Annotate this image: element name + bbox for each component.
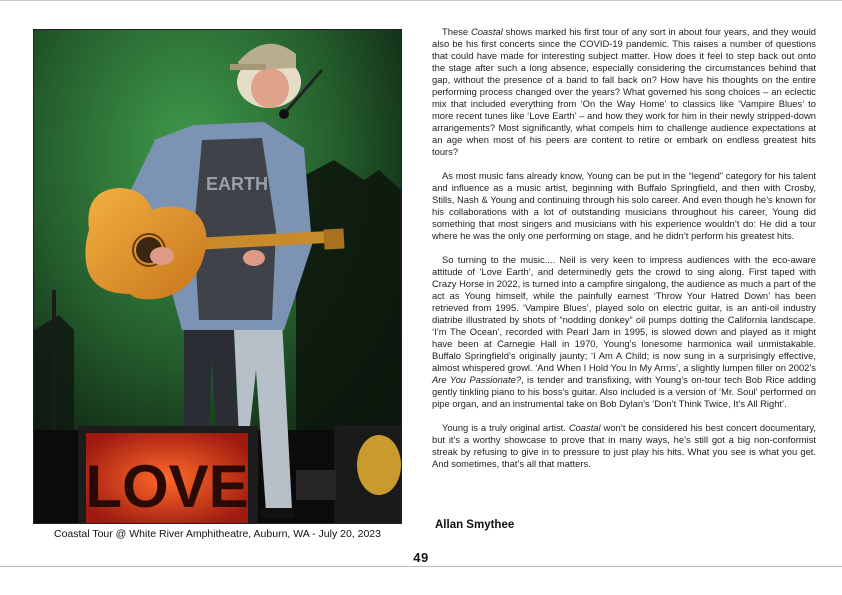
concert-photo — [33, 29, 402, 524]
article-paragraph — [432, 422, 816, 470]
italic-title: Coastal — [568, 422, 601, 433]
top-rule — [0, 0, 842, 1]
paragraph-text: won’t be considered his best concert documentary, but it’s a worthy showcase to prove that in many ways, he’s still got a big non-conformist streak by refusing to give in to pressure to just play his hits. What you see is what you get. And sometimes, that’s all that matters. — [432, 422, 817, 469]
article-paragraph — [432, 26, 816, 158]
author-byline: Allan Smythee — [435, 519, 515, 531]
paragraph-text: These — [442, 26, 471, 37]
paragraph-text: shows marked his first tour of any sort in about four years, and they would also be his first concerts since the COVID-19 pandemic. This raises a number of questions that could have made for interesting subject matter. How does it feel to step back out onto the stage after such a long absence, especially considering the circumstances behind that gap, without the presence of a band to fall back on? How have his thoughts on the entire performing process changed over the years? What governed his song choices – an eclectic mix that included everything from ‘On the Way Home’ to classics like ‘Vampire Blues’ to more recent tunes like ‘Love Earth’ – and how they work for him in their newly stripped-down arrangements? Most significantly, what compels him to challenge audience expectations at an age when most of his peers are content to retire or embark on endless greatest hits tours? — [432, 26, 816, 157]
article-body — [432, 26, 816, 470]
italic-title: Coastal — [470, 26, 503, 37]
paragraph-text: Young is a truly original artist. — [442, 422, 569, 433]
page-number: 49 — [413, 550, 429, 565]
love-sign: LOVE — [85, 453, 249, 520]
paragraph-text: , is tender and transfixing, with Young’s on-tour tech Bob Rice adding gently tinkling piano to his boss’s guitar. Also included is a version of ‘Mr. Soul’ performed on pipe organ, and an instrumental take on Bob Dylan’s ‘Don’t Think Twice, It’s All Right’. — [432, 374, 816, 409]
article-paragraph — [432, 254, 816, 410]
article-paragraph — [432, 170, 816, 242]
bottom-rule — [0, 566, 842, 567]
paragraph-text: As most music fans already know, Young can be put in the “legend” category for his talent and influence as a music artist, beginning with Buffalo Springfield, and then with Crosby, Stills, Nash & Young and continuing through his solo career. And even though he’s known for his collaborations with a lot of outstanding musicians throughout his career, Young did something that most singers and musicians with his experience wouldn’t do: He did a tour where he was the only one performing on stage, and he didn’t perform his greatest hits. — [432, 170, 816, 241]
paragraph-text: So turning to the music.... Neil is very keen to impress audiences with the eco-aware attitude of ‘Love Earth’, and determinedly gets the crowd to sing along. First taped with Crazy Horse in 2022, is turned into a campfire singalong, the audience as much a part of the act as Young himself, while the painfully earnest ‘Throw Your Hatred Down’ has been retrieved from 1995. ‘Vampire Blues’, played solo on electric guitar, is an anti-oil industry diatribe illustrated by shots of “nodding donkey” oil pumps dotting the California landscape. ‘I’m The Ocean’, recorded with Pearl Jam in 1995, is slowed down and played as it might have been at Carnegie Hall in 1970, Young’s lonesome harmonica wail unmistakable. Buffalo Springfield’s originally jaunty; ‘I Am A Child; is now sung in a surprisingly effective, almost whispered growl. ‘And When I Hold You In My Arms’, a slightly lumpen filler on 2002’s — [432, 254, 816, 373]
shirt-print: EARTH — [206, 174, 268, 194]
italic-title: Are You Passionate? — [432, 374, 522, 385]
photo-caption: Coastal Tour @ White River Amphitheatre, Auburn, WA - July 20, 2023 — [54, 528, 381, 540]
